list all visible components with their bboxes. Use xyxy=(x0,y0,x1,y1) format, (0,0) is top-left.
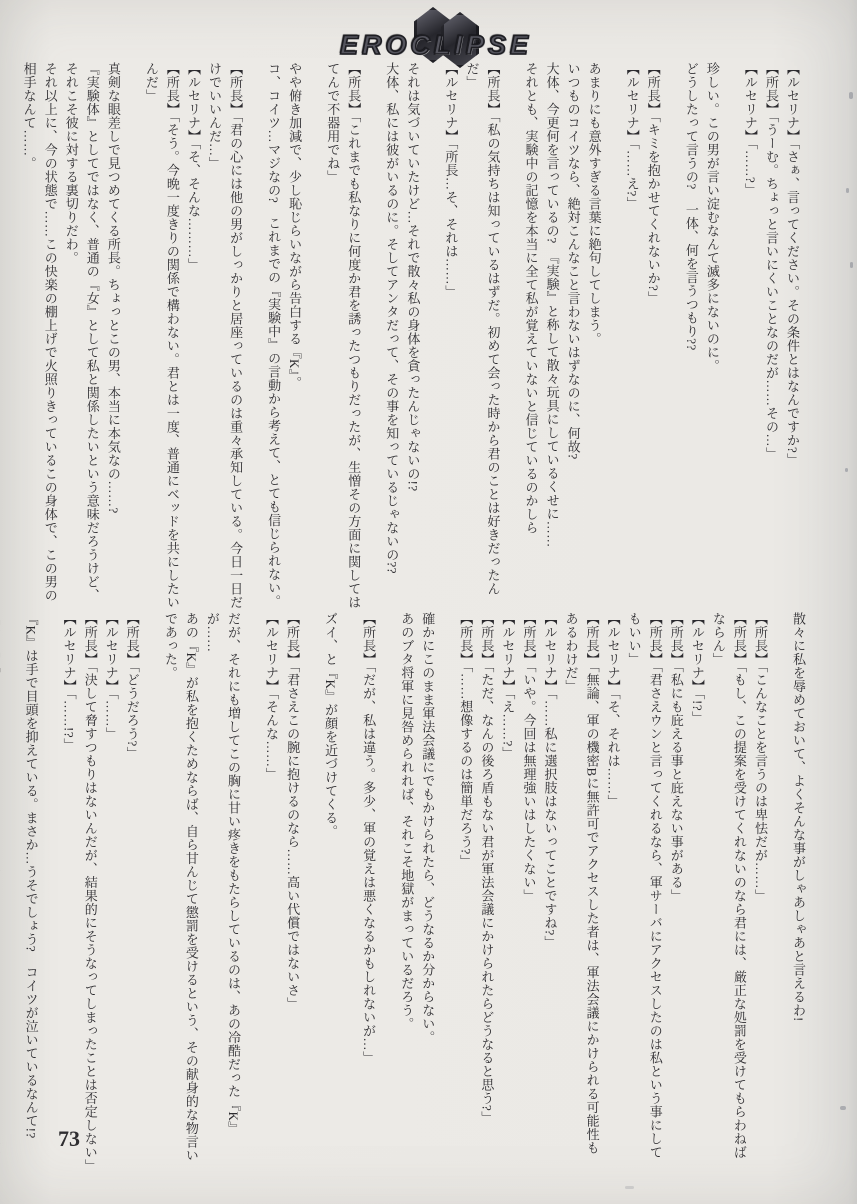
scan-speck xyxy=(840,1106,846,1110)
scan-speck xyxy=(849,92,853,99)
dialogue-block-top xyxy=(21,62,803,612)
text-column: 【ルセリナ】「……え?」 xyxy=(624,62,640,211)
text-column: 【所長】「もし、この提案を受けてくれないのなら君には、厳正な処罰を受けてもらわねばならん」 xyxy=(710,612,747,1159)
text-column: あまりにも意外すぎる言葉に絶句してしまう。 xyxy=(586,62,602,346)
text-column: 【所長】「これまでも私なりに何度か君を誘ったつもりだったが、生憎その方面に関してはてんで不器用でね」 xyxy=(325,62,362,609)
text-column: 『K』は手で目頭を抑えている。まさか…うそでしょう? コイツが泣いているなんて!? xyxy=(23,612,39,1139)
text-column: あのブタ将軍に見咎められれば、それこそ地獄がまっているだろう。 xyxy=(399,612,415,1031)
text-column: それ以上に、今の状態で……この快楽の棚上げで火照りきっているこの身体で、この男の相手なんて……。 xyxy=(21,62,58,602)
text-column: 散々に私を辱めておいて、よくそんな事がしゃあしゃあと言えるわ! xyxy=(791,612,806,1022)
text-column: 大体、私には彼がいるのに。そしてアンタだって、その事を知っているじゃないの?? xyxy=(384,62,400,575)
text-column: コ、コイツ…マジなの? これまでの『実験中』の言動から考えて、とても信じられない。 xyxy=(266,62,282,609)
text-column: どうしたって言うの? 一体、何を言うつもり?? xyxy=(683,62,699,351)
scan-speck xyxy=(625,1186,634,1189)
text-column: やや俯き加減で、少し恥じらいながら告白する『K』。 xyxy=(287,62,303,390)
text-column: 【所長】「決して脅すつもりはないんだが、結果的にそうなってしまったことは否定しない」 xyxy=(82,612,98,1173)
scan-speck xyxy=(846,188,849,193)
text-column: 【所長】「うーむ。ちょっと言いにくいことなのだが……その…」 xyxy=(763,62,779,461)
text-column: 【ルセリナ】「さぁ、言ってください。その条件とはなんですか?」 xyxy=(785,62,800,467)
text-column: あの『K』が私を抱くためならば、自ら甘んじて懲罰を受けるという、その献身的な物言いであった。 xyxy=(162,612,199,1162)
text-column: 真剣な眼差しで見つめてくる所長。ちょっとこの男、本当に本気なの……? xyxy=(105,62,121,514)
text-column: いつものコイツなら、絶対こんなこと言わないはずなのに、何故? xyxy=(565,62,581,460)
text-column: 【ルセリナ】「……私に選択肢はないってことですね?」 xyxy=(542,612,558,950)
text-column xyxy=(0,62,2,612)
text-column: 【所長】「いや。今回は無理強いはしたくない」 xyxy=(521,612,537,903)
text-column: 【所長】「そう。今晩一度きりの関係で構わない。君とは一度、普通にベッドを共にしたいんだ」 xyxy=(143,62,180,609)
eroclipse-logo xyxy=(340,6,533,68)
text-column: 【ルセリナ】「そ、それは……」 xyxy=(605,612,621,808)
text-column: 【所長】「こんなことを言うのは卑怯だが……」 xyxy=(752,612,768,903)
text-column: 【所長】「君さえこの腕に抱けるのなら……高い代償ではないさ」 xyxy=(285,612,301,1011)
text-column: 【ルセリナ】「え……?」 xyxy=(500,612,516,761)
dialogue-block-bottom xyxy=(23,612,809,1173)
scan-speck xyxy=(845,468,848,472)
text-column: 【ルセリナ】「そ、そんな………」 xyxy=(185,62,201,272)
text-column: それは気づいていたけど…それで散々私の身体を貪ったんじゃないの!? xyxy=(405,62,421,492)
text-column: 【所長】「私にも庇える事と庇えない事がある」 xyxy=(668,612,684,903)
text-column: 【所長】「君の心には他の男がしっかりと居座っているのは重々承知している。今日一日だけでいいんだ…」 xyxy=(207,62,244,609)
text-column: 【所長】「キミを抱かせてくれないか?」 xyxy=(645,62,661,305)
text-column: 【所長】「私の気持ちは知っているはずだ。初めて会った時から君のことは好きだったんだ」 xyxy=(464,62,501,596)
text-column: 【所長】「ただ、なんの後ろ盾もない君が軍法会議にかけられたらどうなると思う?」 xyxy=(479,612,495,1125)
logo-title: EROCLIPSE xyxy=(340,30,533,60)
text-column: 大体、今更何を言っているの? 『実験』と称して散々玩具にしているくせに…… xyxy=(544,62,560,548)
text-column: 【所長】「だが、私は違う。多少、軍の覚えは悪くなるかもしれないが…」 xyxy=(361,612,377,1065)
text-column: 【所長】「……想像するのは簡単だろう?」 xyxy=(458,612,474,869)
text-column xyxy=(0,612,4,1168)
text-column: 『実験体』としてではなく、普通の『女』として私と関係したいという意味だろうけど、それこそ彼に対する裏切りだわ。 xyxy=(63,62,100,602)
text-column: 【所長】「君さえウンと言ってくれるなら、軍サーバにアクセスしたのは私という事にしてもいい」 xyxy=(626,612,663,1159)
text-column: 珍しい。この男が言い淀むなんて滅多にないのに。 xyxy=(704,62,720,373)
text-column: 【ルセリナ】「!?」 xyxy=(689,612,705,725)
page-number: 73 xyxy=(58,1126,80,1151)
text-column: だが、それにも増してこの胸に甘い疼きをもたらしているのは、あの冷酷だった『K』が…… xyxy=(204,612,241,1135)
text-column: 【ルセリナ】「……」 xyxy=(103,612,119,741)
text-column: 【ルセリナ】「……!?」 xyxy=(61,612,77,752)
text-column: 確かにこのまま軍法会議にでもかけられたら、どうなるか分からない。 xyxy=(420,612,436,1044)
text-column: 【ルセリナ】「所長…そ、それは……」 xyxy=(443,62,459,299)
text-column: 【所長】「無論、軍の機密Bに無許可でアクセスした者は、軍法会議にかけられる可能性もあるわけだ」 xyxy=(563,612,600,1155)
text-column: それとも、実験中の記憶を本当に全て私が覚えていないと信じているのかしら xyxy=(523,62,539,535)
text-column: ズイ、と『K』が顔を近づけてくる。 xyxy=(323,612,339,838)
text-column: 【ルセリナ】「……?」 xyxy=(742,62,758,197)
text-column: 【ルセリナ】「そんな……」 xyxy=(264,612,280,781)
text-column: 【所長】「どうだろう?」 xyxy=(124,612,140,761)
scan-speck xyxy=(850,262,853,268)
